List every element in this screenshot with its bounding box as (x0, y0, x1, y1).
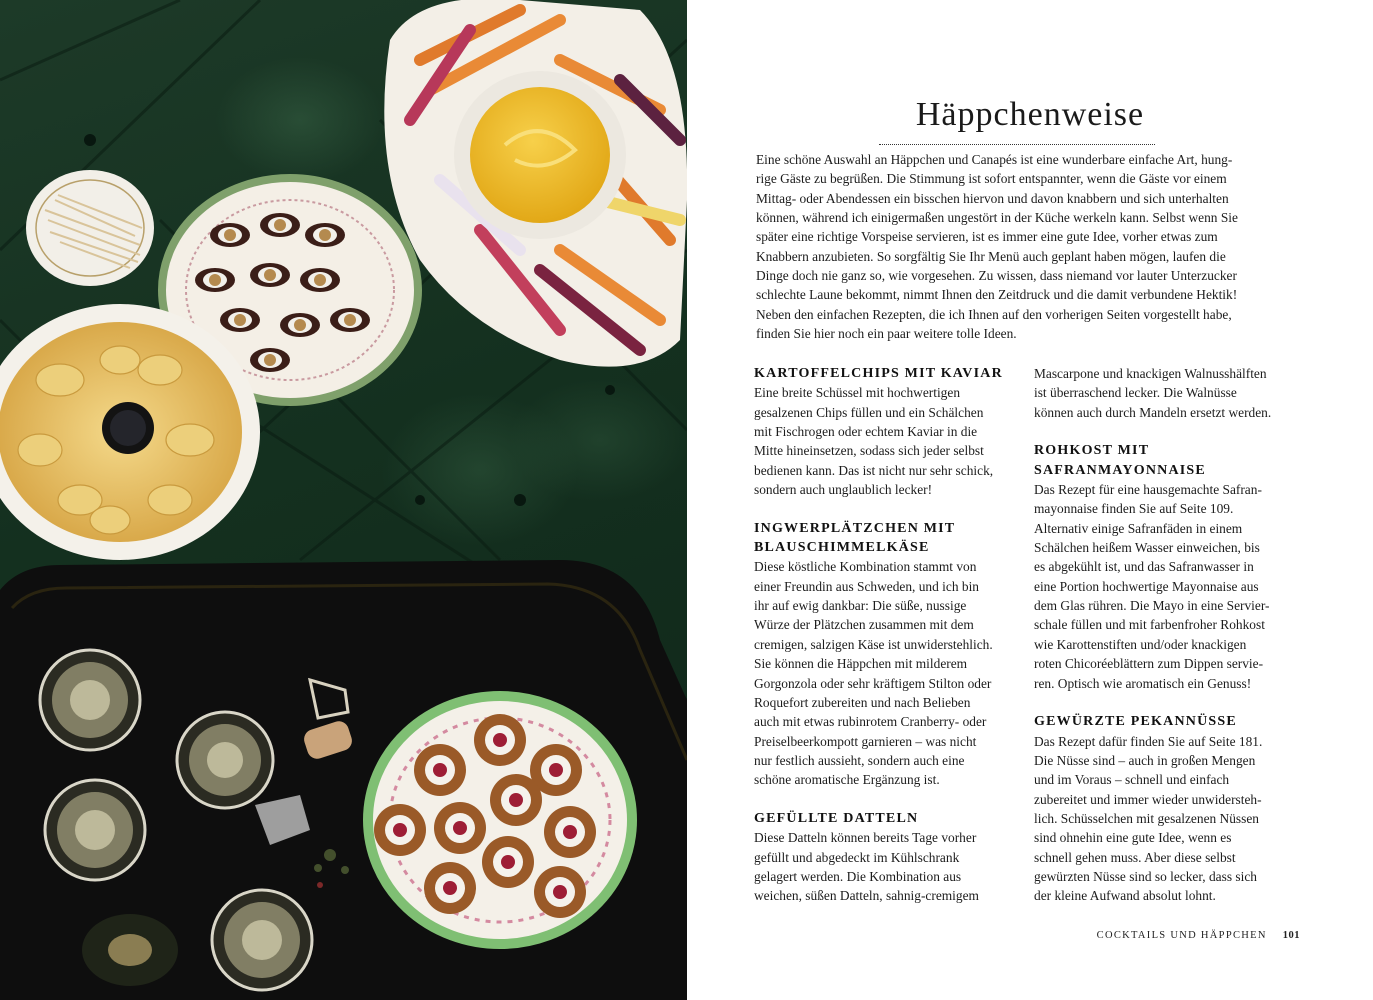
body-line: Alternativ einige Safranfäden in einem (1034, 520, 1243, 536)
body-line: Gorgonzola oder sehr kräftigem Stilton oder (754, 675, 992, 691)
body-line: Sie können die Häppchen mit milderem (754, 656, 968, 672)
champagne-bottle (82, 914, 178, 986)
body-line: gesalzenen Chips füllen und ein Schälchen (754, 404, 984, 420)
body-line: es abgekühlt ist, und das Safranwasser in (1034, 559, 1254, 575)
body-line: Das Rezept dafür finden Sie auf Seite 181. (1034, 733, 1263, 749)
body-line: schale füllen und mit farbenfroher Rohkost (1034, 617, 1265, 633)
section-datteln-continued (1034, 364, 1296, 422)
body-line: schöne aromatische Ergänzung ist. (754, 772, 940, 788)
body-line: mit Fischrogen oder echtem Kaviar in die (754, 424, 978, 440)
body-line: schnell gehen muss. Aber diese selbst (1034, 849, 1236, 865)
body-line: einer Freundin aus Schweden, und ich bin (754, 578, 979, 594)
body-line: Roquefort zubereiten und nach Belieben (754, 694, 971, 710)
body-line: ihr auf ewig dankbar: Die süße, nussige (754, 598, 967, 614)
intro-line: finden Sie hier noch ein paar weitere tolle Ideen. (756, 326, 1017, 342)
body-line: Würze der Plätzchen zusammen mit dem (754, 617, 974, 633)
right-column (1034, 364, 1296, 906)
page-number: 101 (1282, 930, 1300, 941)
left-column (754, 364, 1016, 906)
body-line: ren. Optisch wie aromatisch ein Genuss! (1034, 675, 1252, 691)
body-line: können auch durch Mandeln ersetzt werden. (1034, 404, 1272, 420)
body-line: bedienen kann. Das ist nicht nur sehr schick, (754, 462, 994, 478)
body-line: Mitte hineinsetzen, sodass sich jeder selbst (754, 443, 984, 459)
intro-line: Dinge doch nie ganz so, wie vorgesehen. Zu wissen, dass niemand vor lauter Unterzucker (756, 268, 1237, 284)
section-heading: GEWÜRZTE PEKANNÜSSE (1034, 714, 1237, 730)
section-ingwer (754, 519, 1016, 790)
body-line: ist überraschend lecker. Die Walnüsse (1034, 385, 1237, 401)
section-kartoffelchips (754, 364, 1016, 499)
intro-line: Knabbern anzubieten. So sorgfältig Sie Ihr Menü auch geplant haben mögen, laufen die (756, 248, 1226, 264)
intro-paragraph (756, 150, 1296, 343)
intro-line: rige Gäste zu begrüßen. Die Stimmung ist sofort entspannter, wenn die Gäste vor einem (756, 171, 1227, 187)
intro-line: Eine schöne Auswahl an Häppchen und Canapés ist eine wunderbare einfache Art, hung- (756, 152, 1233, 167)
body-line: roten Chicoréeblättern zum Dippen servie- (1034, 656, 1264, 672)
body-line: und im Voraus – schnell und einfach (1034, 772, 1230, 788)
body-line: gewürzten Nüsse sind so lecker, dass sich (1034, 868, 1257, 884)
intro-line: später eine richtige Vorspeise servieren, ist es immer eine gute Idee, vorher etwas zum (756, 229, 1218, 245)
body-line: Schälchen heißem Wasser einweichen, bis (1034, 540, 1260, 556)
body-line: sind ohnehin eine gute Idee, wenn es (1034, 830, 1232, 846)
intro-line: Mittag- oder Abendessen ein bisschen hiervon und davon knabbern und sich unterhalten (756, 190, 1229, 206)
body-line: Mascarpone und knackigen Walnusshälften (1034, 366, 1267, 381)
body-line: cremigen, salzigen Käse ist unwiderstehlich. (754, 636, 993, 652)
body-line: Preiselbeerkompott garnieren – was nicht (754, 733, 977, 749)
body-line: der kleine Aufwand absolut lohnt. (1034, 888, 1216, 904)
body-line: auch mit etwas rubinrotem Cranberry- oder (754, 714, 987, 730)
body-line: mayonnaise finden Sie auf Seite 109. (1034, 501, 1234, 517)
body-line: nur festlich aussieht, sondern auch eine (754, 752, 965, 768)
body-line: eine Portion hochwertige Mayonnaise aus (1034, 578, 1259, 594)
section-rohkost (1034, 441, 1296, 692)
section-heading: KARTOFFELCHIPS MIT KAVIAR (754, 366, 1003, 381)
intro-line: schlechte Laune bekommt, nimmt Ihnen den Zeitdruck und die damit verbundene Hektik! (756, 287, 1238, 303)
section-heading: INGWERPLÄTZCHEN MIT (754, 520, 956, 536)
body-line: Das Rezept für eine hausgemachte Safran- (1034, 482, 1262, 498)
running-head: COCKTAILS UND HÄPPCHEN (1096, 930, 1267, 941)
section-heading: BLAUSCHIMMELKÄSE (754, 540, 930, 556)
body-line: Die Nüsse sind – auch in großen Mengen (1034, 752, 1256, 768)
section-heading: GEFÜLLTE DATTELN (754, 810, 919, 826)
body-line: gelagert werden. Die Kombination aus (754, 868, 962, 884)
page-footer (1097, 930, 1300, 941)
body-line: sondern auch unglaublich lecker! (754, 482, 933, 498)
body-line: gefüllt und abgedeckt im Kühlschrank (754, 849, 960, 865)
intro-line: können, während ich einigermaßen ungestört in der Küche werkeln kann. Selbst wenn Sie (756, 210, 1238, 226)
body-line: weichen, süßen Datteln, sahnig-cremigem (754, 888, 979, 904)
body-line: lich. Schüsselchen mit gesalzenen Nüssen (1034, 810, 1259, 826)
gingersnap-plate (368, 696, 632, 944)
crudites-platter (384, 0, 687, 367)
body-line: wie Karottenstiften und/oder knackigen (1034, 636, 1247, 652)
section-datteln (754, 809, 1016, 906)
body-line: Diese Datteln können bereits Tage vorher (754, 830, 977, 846)
toothpick-dish (26, 170, 154, 286)
section-pekan (1034, 712, 1296, 905)
body-line: Diese köstliche Kombination stammt von (754, 559, 977, 575)
intro-line: Neben den einfachen Rezepten, die ich Ihnen auf den vorherigen Seiten vorgestellt habe, (756, 306, 1232, 322)
body-line: zubereitet und immer wieder unwidersteh- (1034, 791, 1262, 807)
page-title: Häppchenweise (915, 96, 1145, 133)
title-dotted-rule (879, 144, 1155, 145)
text-page (687, 0, 1373, 1000)
body-line: Eine breite Schüssel mit hochwertigen (754, 385, 961, 401)
body-line: dem Glas rühren. Die Mayo in eine Servier- (1034, 598, 1270, 614)
section-heading: ROHKOST MIT (1034, 443, 1150, 459)
section-heading: SAFRANMAYONNAISE (1034, 462, 1206, 478)
